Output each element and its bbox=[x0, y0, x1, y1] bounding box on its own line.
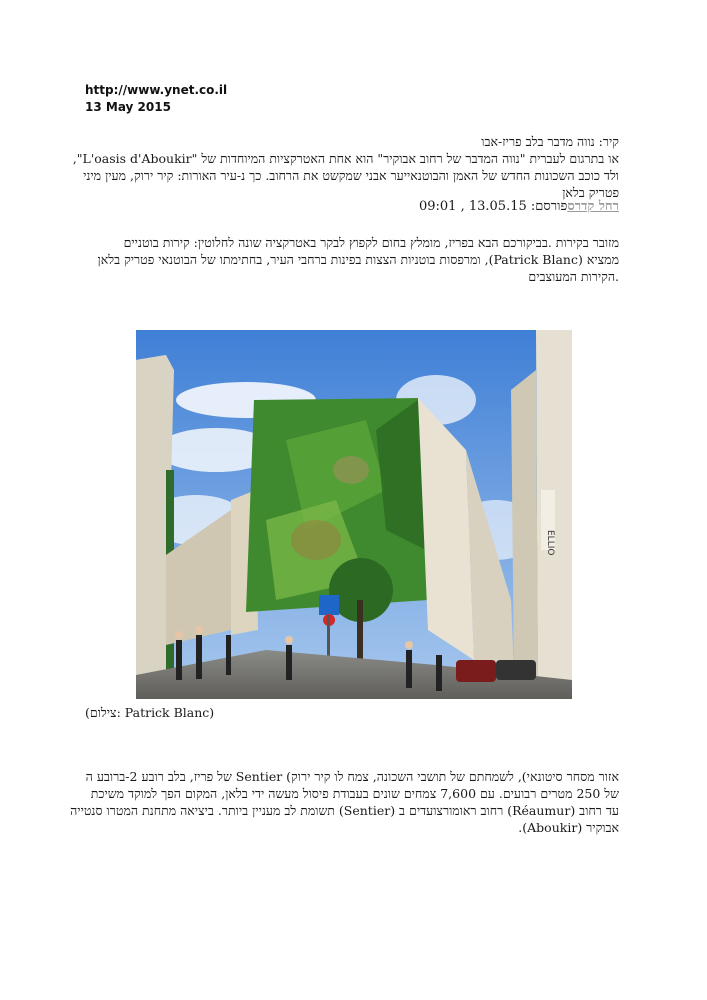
byline bbox=[79, 198, 619, 215]
intro-line: פטריק בלאן bbox=[562, 185, 619, 200]
intro-line: או בתרגום לעברית "נווה המדבר של רחוב אבוקיר" הוא אחת האטרקציות המיוחדות של "L'oasis d'Aboukir", bbox=[72, 151, 619, 166]
article-intro bbox=[72, 150, 619, 201]
source-url[interactable]: http://www.ynet.co.il bbox=[85, 83, 228, 97]
green-wall-photo-icon bbox=[136, 330, 572, 699]
lead-line: .הקירות המעוצבים bbox=[528, 269, 619, 284]
lead-line: מזובר בקירות .בביקורכם הבא בפריז, מומלץ בחום לקפוץ לבקר באטרקציה שונה לחלוטין: קירות בוטניים bbox=[123, 235, 619, 250]
body-line: אזור מסחר סיטונאי), לשמחתם של תושבי השכונה, צמח לו קיר ירוק) Sentier של פריז, בלב רובע 2-ברובע ה bbox=[85, 769, 619, 784]
published-datetime: 13.05.15 , 09:01 bbox=[418, 199, 527, 214]
body-line: אבוקיר (Aboukir). bbox=[518, 820, 619, 835]
article-body bbox=[70, 768, 619, 836]
author-link[interactable]: רחל קדרס bbox=[567, 199, 619, 214]
photo-caption: (צילום: Patrick Blanc) bbox=[85, 705, 215, 720]
source-date: 13 May 2015 bbox=[85, 100, 171, 114]
article-subhead bbox=[79, 133, 619, 150]
article-lead bbox=[79, 234, 619, 285]
lead-line: ממציא (Patrick Blanc), ומרפסות בוטניות הצצות בפינות ברחבי העיר, בחתימתו של הבוטנאי פטריק בלאן bbox=[97, 252, 619, 267]
body-line: של 250 מטרים רבועים. עם 7,600 צמחים שונים בעבודת פיסול מעשה ידי בלאן, המקום הפך למוקד משיכת bbox=[90, 786, 619, 801]
article-photo bbox=[136, 330, 572, 699]
subhead-text: קיר: נווה מדבר בלב פריז-אבו bbox=[481, 134, 619, 149]
published-label: פורסם: bbox=[530, 199, 568, 214]
intro-line: ולד כוכב השכונות החדש של האמן והבוטנאייער אבני שמקשט את הרחוב. כך נ-עיר האורות: קיר ירוק, מעין מיני bbox=[83, 168, 619, 183]
body-line: עד רחוב (Réaumur) רחוב ראומורצועדים ב (Sentier) תשומת לב מעניין ביותר. ביציאה מתחנת המטרו סנטייה bbox=[70, 803, 619, 818]
shop-sign-text: ELLIO bbox=[545, 530, 555, 556]
